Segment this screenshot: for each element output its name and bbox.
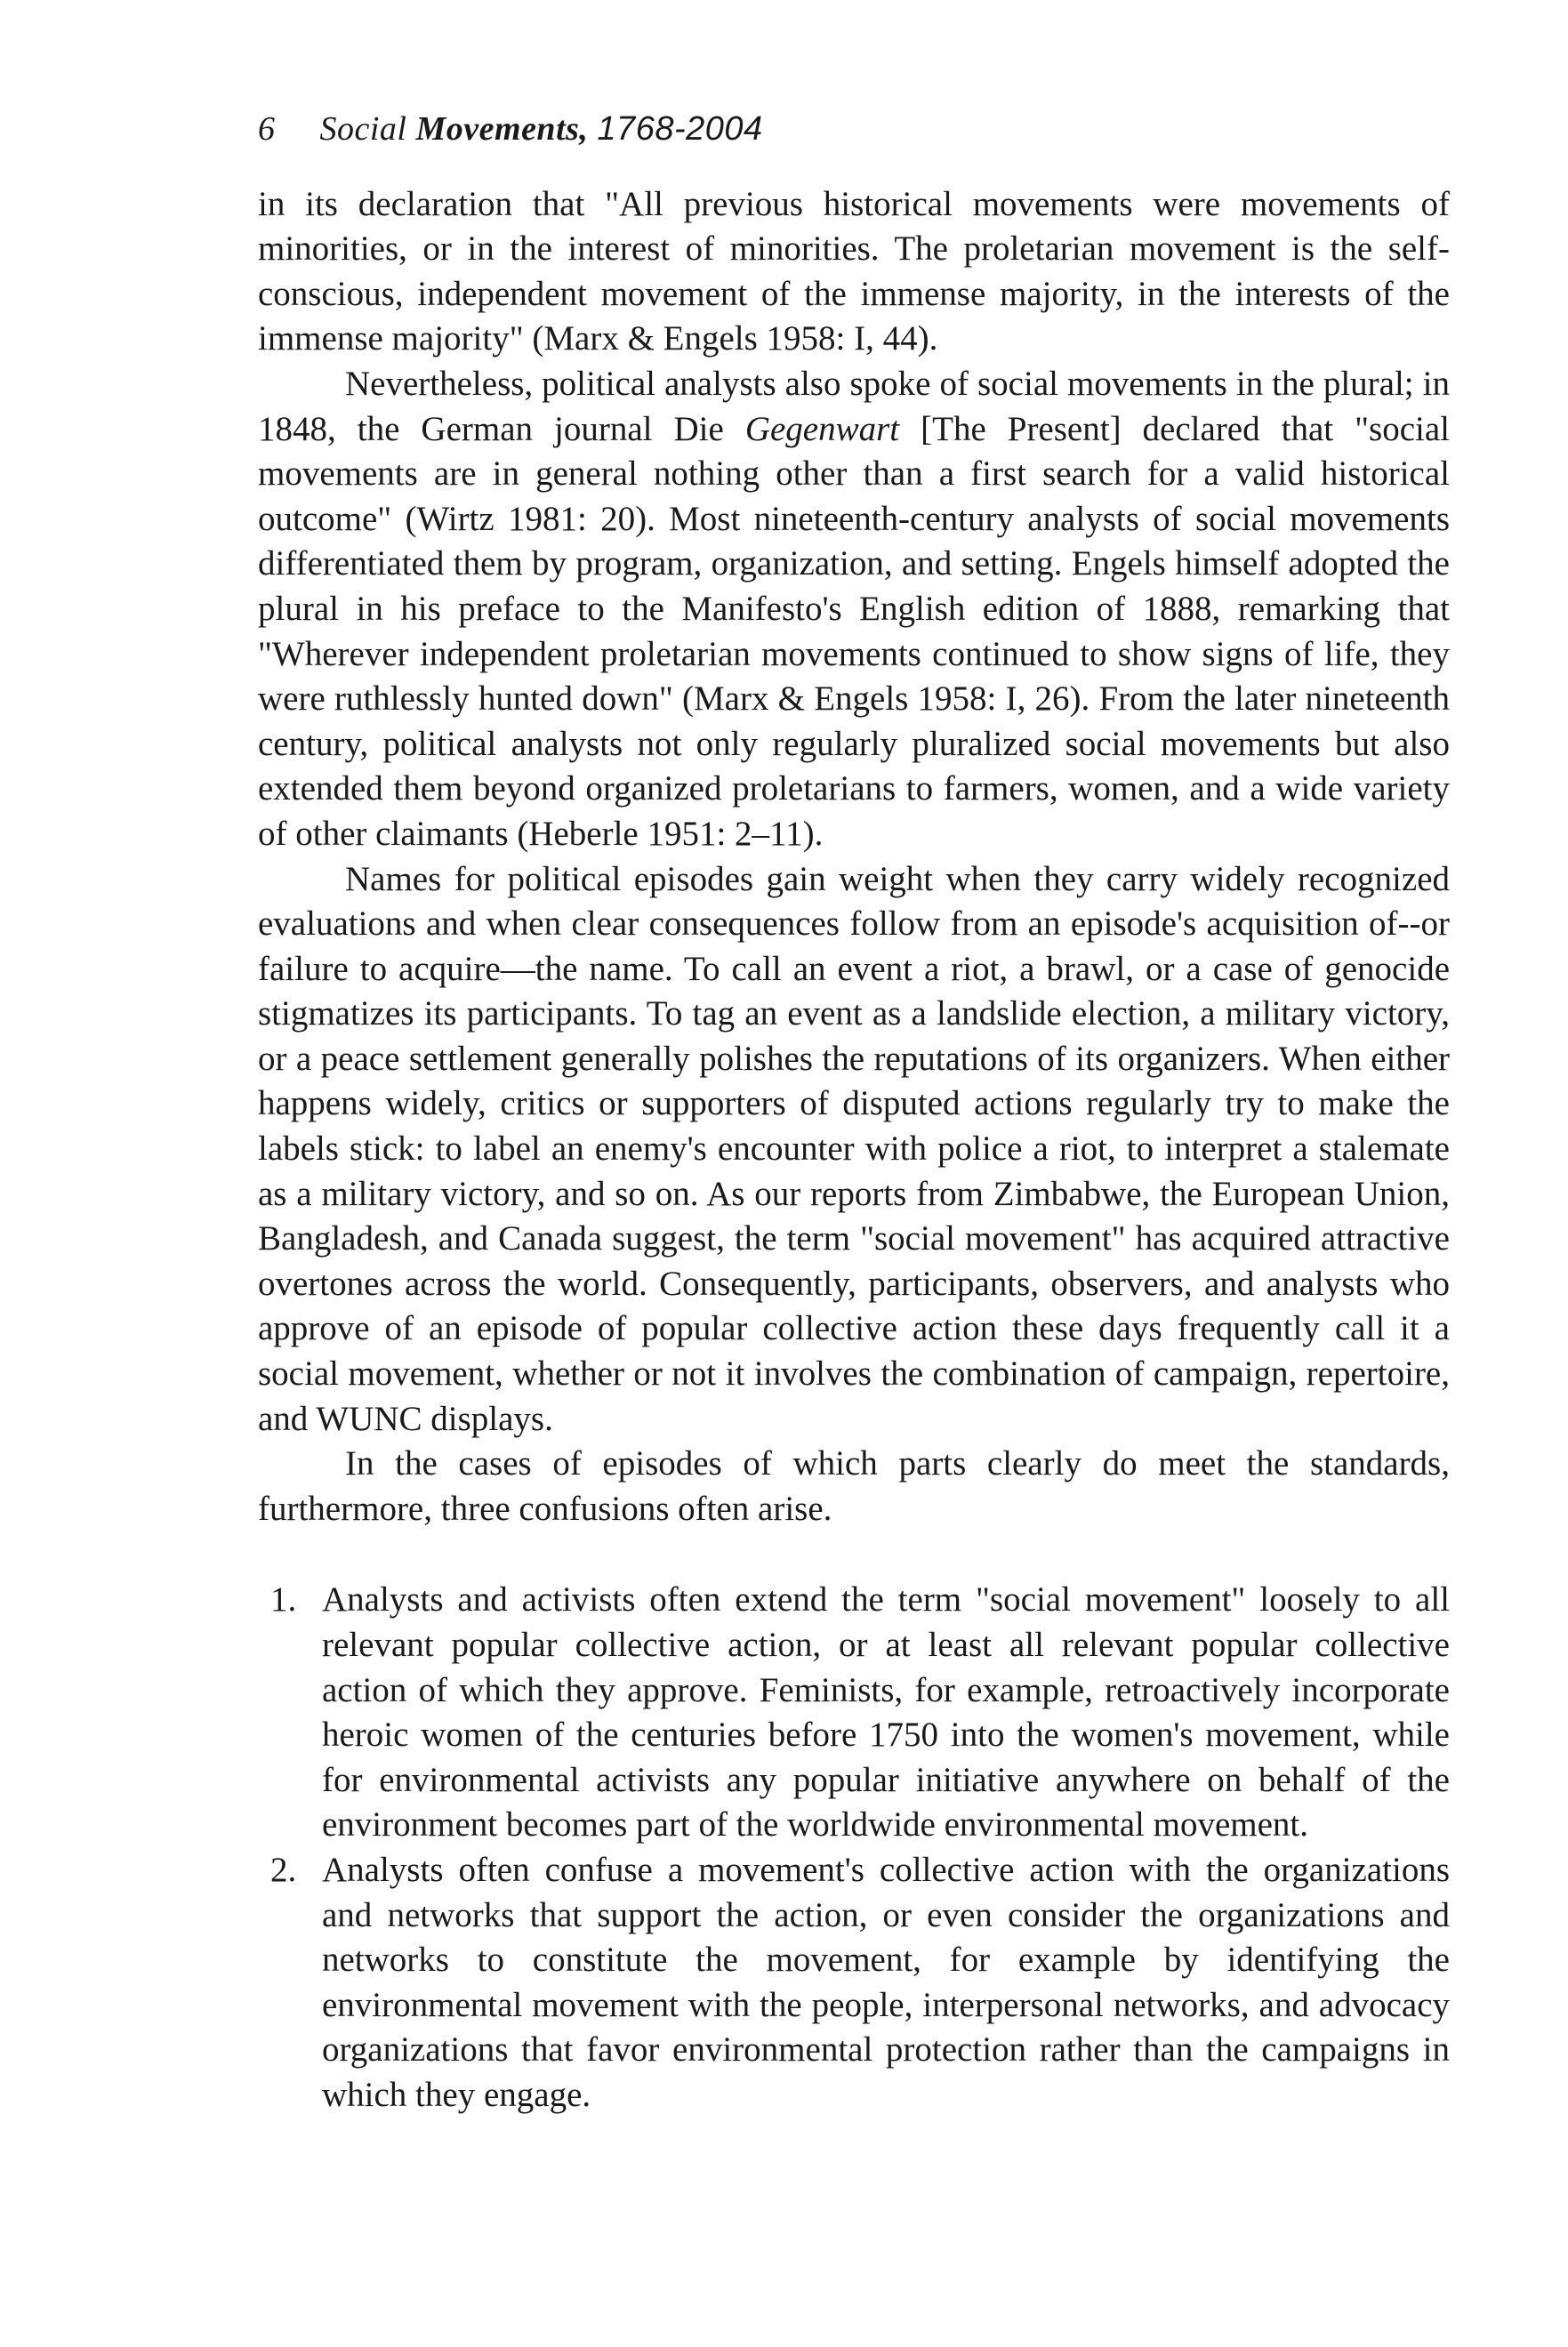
list-item-number: 1.	[270, 1580, 297, 1620]
list-item-text: Analysts often confuse a movement's collective action with the organizations and networks that support the action, or even consider the organizations and networks to constitute the movement, for example by identifying the environmental movement with the people, interpersonal networks, and advocacy organizations that favor environmental protection rather than the campaigns in which they engage.	[322, 1850, 1450, 2114]
paragraph-3: Names for political episodes gain weight when they carry widely recognized evaluations and when clear consequences follow from an episode's acquisition of--or failure to acquire—the name. To call an event a riot, a brawl, or a case of genocide stigmatizes its participants. To tag an event as a landslide election, a military victory, or a peace settlement generally polishes the reputations of its organizers. When either happens widely, critics or supporters of disputed actions regularly try to make the labels stick: to label an enemy's encounter with police a riot, to interpret a stalemate as a military victory, and so on. As our reports from Zimbabwe, the European Union, Bangladesh, and Canada suggest, the term "social movement" has acquired attractive overtones across the world. Consequently, participants, observers, and analysts who approve of an episode of popular collective action these days frequently call it a social movement, whether or not it involves the combination of campaign, repertoire, and WUNC displays.	[258, 859, 1450, 1438]
book-page	[258, 107, 1450, 2118]
paragraph-4: In the cases of episodes of which parts clearly do meet the standards, furthermore, three confusions often arise.	[258, 1444, 1450, 1528]
list-item	[258, 1848, 1450, 2118]
header-title-years: 1768-2004	[597, 110, 763, 148]
list-item-number: 2.	[270, 1850, 297, 1889]
list-item-text: Analysts and activists often extend the term "social movement" loosely to all relevant popular collective action, or at least all relevant popular collective action of which they approve. Feminists, for example, retroactively incorporate heroic women of the centuries before 1750 into the women's movement, while for environmental activists any popular initiative anywhere on behalf of the environment becomes part of the worldwide environmental movement.	[322, 1580, 1450, 1845]
running-header	[258, 107, 1450, 152]
numbered-list	[258, 1578, 1450, 2118]
list-item	[258, 1578, 1450, 1848]
header-title-bold: Movements,	[415, 110, 589, 148]
paragraph-1: in its declaration that "All previous historical movements were movements of minorities, or in the interest of minorities. The proletarian movement is the self-conscious, independent movement of the immense majority, in the interests of the immense majority" (Marx & Engels 1958: I, 44).	[258, 184, 1450, 358]
page-number: 6	[258, 110, 276, 148]
paragraph-2-start: Nevertheless, political analysts also spoke of social movements in the plural; in 1848, the German journal Die	[258, 364, 1450, 448]
paragraph-2	[258, 362, 1450, 857]
paragraph-2-end: [The Present] declared that "social movements are in general nothing other than a first search for a valid historical outcome" (Wirtz 1981: 20). Most nineteenth-century analysts of social movements differentiated them by program, organization, and setting. Engels himself adopted the plural in his preface to the Manifesto's English edition of 1888, remarking that "Wherever independent proletarian movements continued to show signs of life, they were ruthlessly hunted down" (Marx & Engels 1958: I, 26). From the later nineteenth century, political analysts not only regularly pluralized social movements but also extended them beyond organized proletarians to farmers, women, and a wide variety of other claimants (Heberle 1951: 2–11).	[258, 409, 1450, 853]
header-title-regular: Social	[319, 110, 407, 148]
journal-title: Gegenwart	[744, 409, 900, 448]
